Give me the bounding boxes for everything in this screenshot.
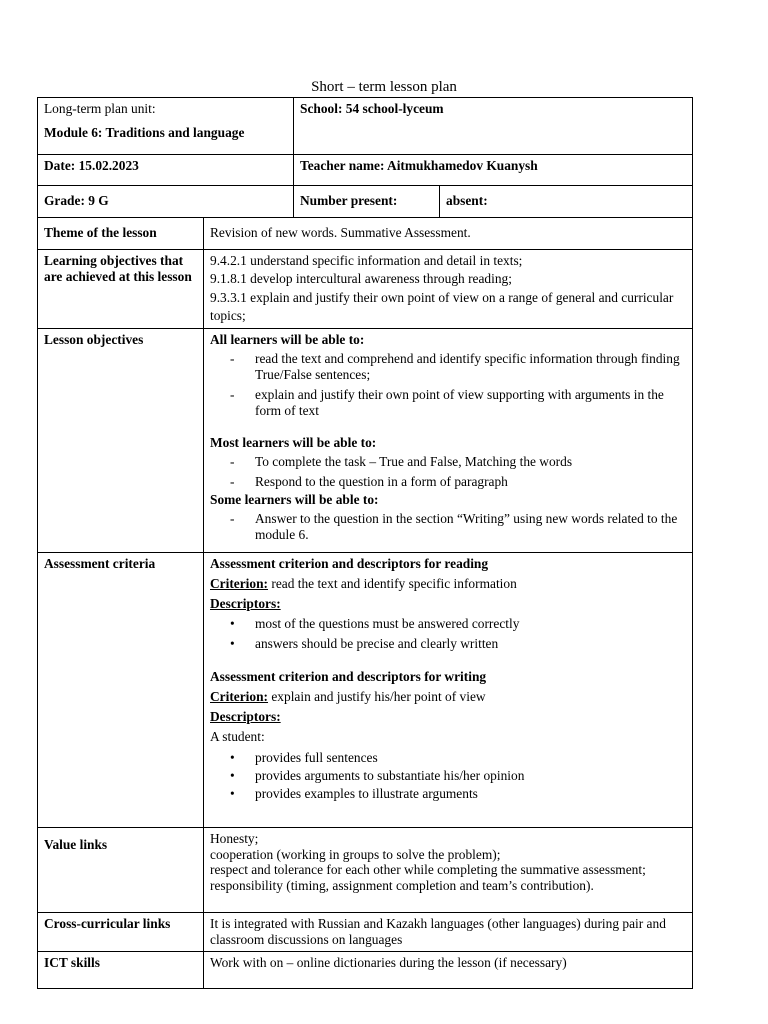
list-item-text: To complete the task – True and False, Matching the words [255, 454, 573, 469]
unit-value: Module 6: Traditions and language [44, 125, 245, 140]
list-item-text: Answer to the question in the section “Writing” using new words related to the module 6. [255, 511, 678, 542]
reading-descriptors [210, 616, 686, 652]
unit-label: Long-term plan unit: [44, 101, 156, 116]
teacher-cell: Teacher name: Aitmukhamedov Kuanysh [294, 155, 693, 186]
list-item-text: provides full sentences [255, 750, 378, 765]
dash-marker: - [230, 387, 235, 402]
writing-criterion-text: explain and justify his/her point of view [268, 689, 486, 704]
value-link-line: cooperation (working in groups to solve the problem); [210, 846, 501, 862]
list-item [210, 750, 686, 766]
unit-row [38, 98, 693, 155]
list-item-text: read the text and comprehend and identify specific information through finding True/False sentences; [255, 351, 680, 382]
list-item [210, 351, 686, 383]
learning-objective-item: 9.3.3.1 explain and justify their own point of view on a range of general and curricular topics; [210, 290, 674, 323]
value-link-line: respect and tolerance for each other while completing the summative assessment; [210, 862, 646, 877]
lesson-objectives-row [38, 329, 693, 553]
all-learners-list [210, 351, 686, 419]
list-item [210, 387, 686, 419]
value-links-content [204, 828, 693, 913]
dash-marker: - [230, 351, 235, 366]
list-item [210, 511, 686, 543]
reading-heading: Assessment criterion and descriptors for reading [210, 556, 489, 571]
date-row [38, 155, 693, 186]
list-item-text: most of the questions must be answered correctly [255, 616, 520, 631]
learning-objective-item: 9.1.8.1 develop intercultural awareness through reading; [210, 271, 512, 286]
most-learners-heading: Most learners will be able to: [210, 435, 377, 450]
theme-label: Theme of the lesson [38, 218, 204, 250]
assessment-label: Assessment criteria [38, 553, 204, 828]
list-item [210, 768, 686, 784]
dash-marker: - [230, 474, 235, 489]
descriptors-label: Descriptors: [210, 709, 281, 724]
lesson-plan-table [37, 97, 693, 989]
writing-heading: Assessment criterion and descriptors for writing [210, 669, 487, 684]
list-item-text: answers should be precise and clearly written [255, 636, 499, 651]
learning-objectives-label: Learning objectives that are achieved at this lesson [38, 250, 204, 329]
date-cell: Date: 15.02.2023 [38, 155, 294, 186]
unit-cell [38, 98, 294, 155]
lesson-objectives-content [204, 329, 693, 553]
school-cell: School: 54 school-lyceum [294, 98, 693, 155]
cross-curricular-value: It is integrated with Russian and Kazakh languages (other languages) during pair and classroom discussions on languages [204, 913, 693, 952]
learning-objective-item: 9.4.2.1 understand specific information and detail in texts; [210, 253, 523, 268]
criterion-label: Criterion: [210, 576, 269, 591]
list-item [210, 636, 686, 652]
list-item-text: explain and justify their own point of view supporting with arguments in the form of text [255, 387, 664, 418]
list-item [210, 616, 686, 632]
some-learners-heading: Some learners will be able to: [210, 492, 379, 507]
descriptors-label: Descriptors: [210, 596, 281, 611]
most-learners-list [210, 454, 686, 490]
cross-curricular-label: Cross-curricular links [38, 913, 204, 952]
learning-objectives-list [204, 250, 693, 329]
absent-cell: absent: [440, 186, 693, 218]
bullet-marker: • [230, 786, 235, 801]
list-item-text: provides examples to illustrate arguments [255, 786, 478, 801]
bullet-marker: • [230, 768, 235, 783]
dash-marker: - [230, 454, 235, 469]
reading-criterion [210, 576, 686, 592]
learning-objectives-row [38, 250, 693, 329]
writing-criterion [210, 689, 686, 705]
list-item-text: provides arguments to substantiate his/her opinion [255, 768, 525, 783]
theme-row [38, 218, 693, 250]
bullet-marker: • [230, 636, 235, 651]
lesson-objectives-label: Lesson objectives [38, 329, 204, 553]
all-learners-heading: All learners will be able to: [210, 332, 365, 347]
list-item-text: Respond to the question in a form of paragraph [255, 474, 508, 489]
ict-label: ICT skills [38, 952, 204, 989]
page-title: Short – term lesson plan [311, 79, 457, 95]
ict-value: Work with on – online dictionaries during the lesson (if necessary) [204, 952, 693, 989]
grade-cell: Grade: 9 G [38, 186, 294, 218]
student-label: A student: [210, 729, 265, 744]
value-links-row [38, 828, 693, 913]
bullet-marker: • [230, 616, 235, 631]
number-present-cell: Number present: [294, 186, 440, 218]
writing-descriptors [210, 750, 686, 802]
criterion-label: Criterion: [210, 689, 269, 704]
list-item [210, 454, 686, 470]
ict-row [38, 952, 693, 989]
reading-criterion-text: read the text and identify specific information [268, 576, 517, 591]
bullet-marker: • [230, 750, 235, 765]
assessment-row [38, 553, 693, 828]
some-learners-list [210, 511, 686, 543]
dash-marker: - [230, 511, 235, 526]
value-link-line: Honesty; [210, 831, 259, 846]
value-links-label: Value links [38, 828, 204, 913]
cross-curricular-row [38, 913, 693, 952]
theme-value: Revision of new words. Summative Assessment. [204, 218, 693, 250]
list-item [210, 474, 686, 490]
grade-row [38, 186, 693, 218]
assessment-content [204, 553, 693, 828]
value-link-line: responsibility (timing, assignment completion and team’s contribution). [210, 877, 594, 893]
list-item [210, 786, 686, 802]
